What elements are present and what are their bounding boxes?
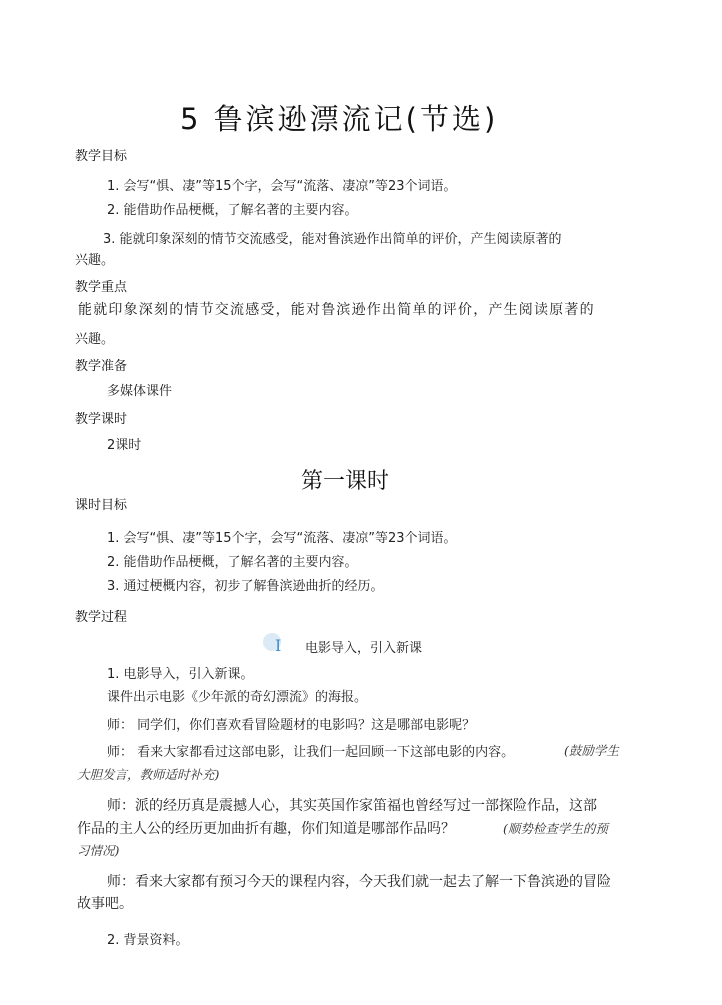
teacher-line-4-l2: 故事吧。 (77, 896, 133, 912)
process-heading: 教学过程 (75, 610, 128, 625)
lesson-goals-heading: 课时目标 (75, 498, 128, 513)
document-title: 5 鲁滨逊漂流记(节选) (180, 102, 499, 136)
teacher-line-3-note: (顺势检查学生的预 (503, 821, 608, 836)
lesson-goal-item-3: 3. 通过梗概内容，初步了解鲁滨逊曲折的经历。 (107, 579, 384, 594)
goal-item-3-line1: 3. 能就印象深刻的情节交流感受，能对鲁滨逊作出简单的评价，产生阅读原著的 (103, 232, 562, 247)
part-marker-numeral: I (275, 636, 282, 655)
key-points-line1: 能就印象深刻的情节交流感受，能对鲁滨逊作出简单的评价，产生阅读原著的 (78, 302, 595, 318)
class-hours-heading: 教学课时 (75, 412, 128, 427)
preparation-heading: 教学准备 (75, 359, 128, 374)
teacher-line-3-note-cont: 习情况) (77, 843, 120, 858)
goal-item-2: 2. 能借助作品梗概，了解名著的主要内容。 (107, 203, 358, 218)
step-1-detail: 课件出示电影《少年派的奇幻漂流》的海报。 (107, 690, 368, 705)
step-1: 1. 电影导入，引入新课。 (107, 667, 254, 682)
teacher-line-2: 师： 看来大家都看过这部电影，让我们一起回顾一下这部电影的内容。 (107, 745, 515, 760)
lesson-title: 第一课时 (301, 469, 390, 494)
teacher-line-3-l2: 作品的主人公的经历更加曲折有趣，你们知道是哪部作品吗？ (77, 821, 455, 837)
key-points-heading: 教学重点 (75, 280, 128, 295)
step-2: 2. 背景资料。 (107, 933, 189, 948)
lesson-goal-item-2: 2. 能借助作品梗概，了解名著的主要内容。 (107, 555, 358, 570)
goal-item-3-line2: 兴趣。 (75, 253, 115, 268)
preparation-text: 多媒体课件 (107, 384, 173, 399)
teacher-line-2-note-cont: 大胆发言，教师适时补充) (77, 767, 220, 782)
teacher-line-3-l1: 师：派的经历真是震撼人心，其实英国作家笛福也曾经写过一部探险作品，这部 (107, 798, 597, 814)
lesson-goal-item-1: 1. 会写“惧、凄”等15个字，会写“流落、凄凉”等23个词语。 (107, 531, 457, 546)
teacher-line-2-note: (鼓励学生 (564, 743, 619, 758)
goal-item-1: 1. 会写“惧、凄”等15个字，会写“流落、凄凉”等23个词语。 (107, 179, 457, 194)
class-hours-text: 2课时 (107, 438, 142, 453)
teacher-line-4-l1: 师：看来大家都有预习今天的课程内容，今天我们就一起去了解一下鲁滨逊的冒险 (107, 874, 611, 890)
key-points-line2: 兴趣。 (75, 332, 115, 347)
part-title: 电影导入，引入新课 (305, 641, 423, 656)
teaching-goals-heading: 教学目标 (75, 149, 128, 164)
teacher-line-1: 师： 同学们，你们喜欢看冒险题材的电影吗？这是哪部电影呢？ (107, 718, 476, 733)
